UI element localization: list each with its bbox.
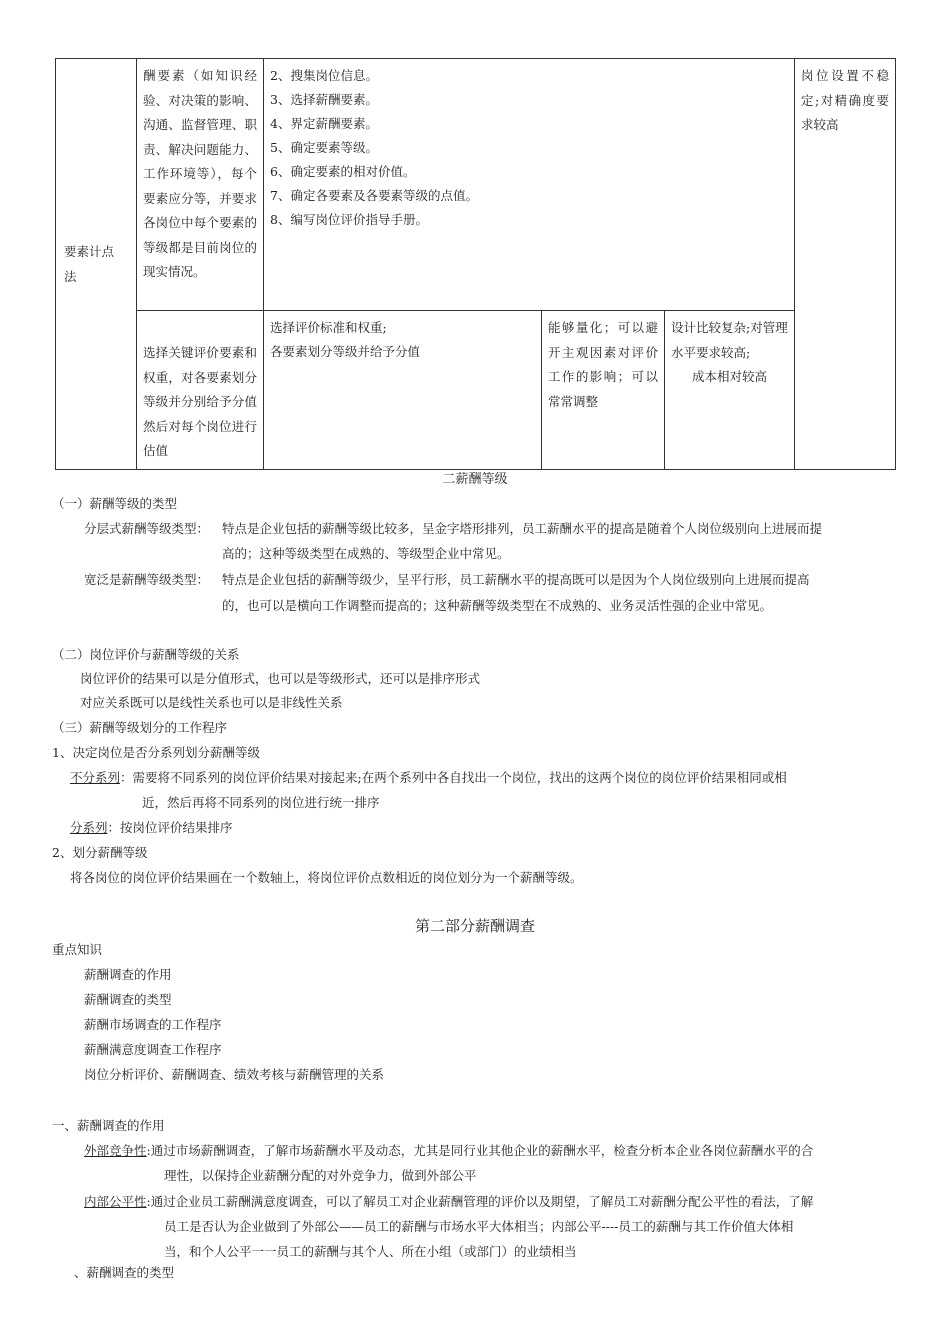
external-label: 外部竞争性 — [84, 1143, 147, 1158]
step-heading: 2、划分薪酬等级 — [52, 845, 148, 860]
type2-text-2: 的，也可以是横向工作调整而提高的；这种薪酬等级类型在不成熟的、业务灵活性强的企业中常见。 — [222, 598, 773, 613]
list-item: 8、编写岗位评价指导手册。 — [270, 212, 428, 227]
method-label: 要素计点法 — [64, 243, 115, 284]
step-heading: 1、决定岗位是否分系列划分薪酬等级 — [52, 745, 260, 760]
disadvantages-cell — [665, 311, 795, 470]
paragraph: 对应关系既可以是线性关系也可以是非线性关系 — [80, 695, 343, 710]
list-item: 薪酬调查的作用 — [84, 967, 172, 982]
paragraph: 将各岗位的岗位评价结果画在一个数轴上，将岗位评价点数相近的岗位划分为一个薪酬等级。 — [70, 870, 583, 885]
disadvantages-text-2: 成本相对较高 — [691, 369, 767, 384]
list-item: 选择评价标准和权重; — [270, 320, 387, 335]
table-row — [56, 311, 896, 470]
split-label: 分系列 — [70, 820, 108, 835]
job-evaluation-table — [55, 58, 896, 470]
subsection-heading: （一）薪酬等级的类型 — [52, 496, 178, 511]
internal-line — [84, 1192, 813, 1210]
internal-text-1: :通过企业员工薪酬满意度调查，可以了解员工对企业薪酬管理的评价以及期望，了解员工对薪酬分配公平性的看法，了解 — [146, 1194, 814, 1209]
type1-text-1: 特点是企业包括的薪酬等级比较多，呈金字塔形排列，员工薪酬水平的提高是随着个人岗位级别向上进展而提 — [222, 521, 823, 536]
key-knowledge-label: 重点知识 — [52, 942, 103, 957]
steps-cell-2 — [264, 311, 542, 470]
list-item: 岗位分析评价、薪酬调查、绩效考核与薪酬管理的关系 — [84, 1067, 385, 1082]
list-item: 薪酬调查的类型 — [84, 992, 172, 1007]
split-line — [70, 818, 233, 836]
internal-text-2: 员工是否认为企业做到了外部公——员工的薪酬与市场水平大体相当；内部公平----员工的薪酬与其工作价值大体相 — [164, 1219, 794, 1234]
applicability-cell — [795, 59, 896, 470]
section-title: 二薪酬等级 — [442, 472, 508, 487]
external-line — [84, 1141, 813, 1159]
advantages-text: 能够量化；可以避开主观因素对评价工作的影响；可以常常调整 — [548, 320, 658, 409]
subsection-heading: （三）薪酬等级划分的工作程序 — [52, 720, 228, 735]
applicability-text: 岗位设置不稳定;对精确度要求较高 — [801, 68, 889, 132]
internal-text-3: 当，和个人公平一一员工的薪酬与其个人、所在小组（或部门）的业绩相当 — [164, 1244, 577, 1259]
list-item: 3、选择薪酬要素。 — [270, 92, 378, 107]
disadvantages-text-1: 设计比较复杂;对管理水平要求较高; — [671, 320, 788, 360]
external-text-1: :通过市场薪酬调查，了解市场薪酬水平及动态，尤其是同行业其他企业的薪酬水平，检查分析本企业各岗位薪酬水平的合 — [146, 1143, 814, 1158]
type1-text-2: 高的；这种等级类型在成熟的、等级型企业中常见。 — [222, 546, 510, 561]
list-item: 4、界定薪酬要素。 — [270, 116, 378, 131]
part-title: 第二部分薪酬调查 — [414, 917, 535, 935]
method-description-cell-2 — [137, 311, 264, 470]
method-description-2: 选择关键评价要素和权重，对各要素划分等级并分别给予分值然后对每个岗位进行估值 — [143, 345, 257, 458]
method-description-cell — [137, 59, 264, 311]
method-description: 酬要素（如知识经验、对决策的影响、沟通、监督管理、职责、解决问题能力、工作环境等），每个要素应分等，并要求各岗位中每个要素的等级都是目前岗位的现实情况。 — [143, 68, 257, 279]
list-item: 7、确定各要素及各要素等级的点值。 — [270, 188, 478, 203]
list-item: 6、确定要素的相对价值。 — [270, 164, 416, 179]
list-item: 2、搜集岗位信息。 — [270, 68, 378, 83]
list-item: 各要素划分等级并给予分值 — [270, 344, 421, 359]
nosplit-line — [70, 768, 787, 786]
list-item: 薪酬满意度调查工作程序 — [84, 1042, 222, 1057]
list-item: 5、确定要素等级。 — [270, 140, 378, 155]
nosplit-text-2: 近，然后再将不同系列的岗位进行统一排序 — [142, 795, 380, 810]
type2-label: 宽泛是薪酬等级类型： — [84, 572, 210, 587]
steps-cell — [264, 59, 795, 311]
method-label-cell — [56, 59, 137, 470]
section-heading: 一、薪酬调查的作用 — [52, 1118, 165, 1133]
section-heading: 、薪酬调查的类型 — [74, 1265, 175, 1280]
internal-label: 内部公平性 — [84, 1194, 147, 1209]
type2-text-1: 特点是企业包括的薪酬等级少，呈平行形，员工薪酬水平的提高既可以是因为个人岗位级别向上进展而提高 — [222, 572, 810, 587]
advantages-cell — [542, 311, 665, 470]
split-text: ：按岗位评价结果排序 — [107, 820, 233, 835]
nosplit-text-1: ：需要将不同系列的岗位评价结果对接起来;在两个系列中各自找出一个岗位，找出的这两个岗位的岗位评价结果相同或相 — [120, 770, 787, 785]
list-item: 薪酬市场调查的工作程序 — [84, 1017, 222, 1032]
external-text-2: 理性，以保持企业薪酬分配的对外竞争力，做到外部公平 — [164, 1168, 477, 1183]
subsection-heading: （二）岗位评价与薪酬等级的关系 — [52, 647, 240, 662]
type1-label: 分层式薪酬等级类型： — [84, 521, 210, 536]
paragraph: 岗位评价的结果可以是分值形式，也可以是等级形式，还可以是排序形式 — [80, 671, 481, 686]
nosplit-label: 不分系列 — [70, 770, 121, 785]
table-row — [56, 59, 896, 311]
